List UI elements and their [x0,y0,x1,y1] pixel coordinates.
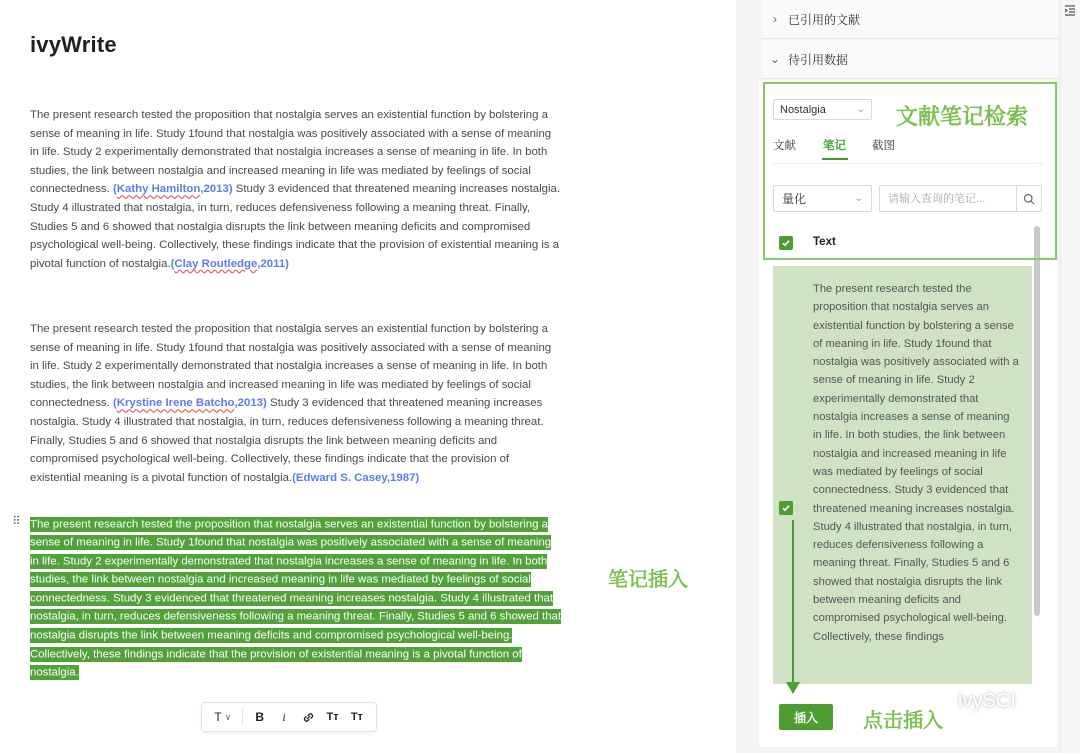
tab-notes[interactable]: 笔记 [823,140,846,152]
check-icon [781,503,791,513]
app-title: ivyWrite [30,32,117,57]
note-row[interactable] [773,266,1032,684]
chat-bubble-icon [918,688,952,714]
chevron-down-icon: ⌄ [854,193,863,204]
annotation-click-insert: 点击插入 [863,710,943,732]
tab-documents[interactable]: 文献 [773,140,796,152]
citation[interactable]: (Clay Routledge,2011) [170,257,289,270]
insert-button[interactable]: 插入 [779,704,833,730]
link-icon [302,711,315,724]
section-cited-references[interactable] [762,0,1058,39]
section-label: 待引用数据 [788,52,849,67]
section-pending-data[interactable] [762,40,1058,79]
citation[interactable]: (Krystine Irene Batcho,2013) [112,397,267,410]
section-label: 已引用的文献 [788,12,861,27]
citation[interactable]: (Edward S. Casey,1987) [292,471,420,484]
watermark [918,688,1016,714]
paragraph-text: Study 3 evidenced that threatened meaning increases nostalgia. Study 4 illustrated that nostalgia, in turn, reduces defensiveness following a meaning threat. Finally, Studies 5 and 6 showed that nostalgia disrupts the link between meaning deficits and compromised psychological well-being. Collectively, these findings indicate that the provision of existential meaning is a pivotal function of nostalgia. [30,397,544,484]
source-select-value: Nostalgia [780,103,826,116]
subscript-button[interactable]: Tт [350,711,363,723]
chevron-down-icon: ⌄ [856,104,865,115]
annotation-note-search: 文献笔记检索 [896,104,1029,129]
tab-screenshots[interactable]: 截图 [872,140,895,152]
chevron-down-icon: ⌄ [769,52,781,66]
chevron-right-icon: › [773,12,777,26]
inserted-paragraph[interactable] [30,515,562,682]
watermark-text: ivySCI [958,689,1016,712]
paragraph[interactable] [30,320,562,487]
highlighted-text: The present research tested the proposition that nostalgia serves an existential function by bolstering a sense of meaning in life. Study 1found that nostalgia was positively associated with a sense of meaning in life. Study 2 experimentally demonstrated that nostalgia increases a sense of meaning in life. In both studies, the link between nostalgia and increased meaning in life was mediated by feelings of social connectedness. Study 3 evidenced that threatened meaning increases nostalgia. Study 4 illustrated that nostalgia, in turn, reduces defensiveness following a meaning threat. Finally, Studies 5 and 6 showed that nostalgia disrupts the link between meaning deficits and compromised psychological well-being. Collectively, these findings indicate that the provision of existential meaning is a pivotal function of nostalgia. [30,518,562,679]
outline-toggle-icon[interactable] [1064,3,1076,15]
note-text: The present research tested the proposition that nostalgia serves an existential function by bolstering a sense of meaning in life. Study 1found that nostalgia was positively associated with a sense of meaning in life. Study 2 experimentally demonstrated that nostalgia increases a sense of meaning in life. In both studies, the link between nostalgia and increased meaning in life was mediated by feelings of social connectedness. Study 3 evidenced that threatened meaning increases nostalgia. Study 4 illustrated that nostalgia, in turn, reduces defensiveness following a meaning threat. Finally, Studies 5 and 6 showed that nostalgia disrupts the link between meaning deficits and compromised psychological well-being. Collectively, these findings [813,283,1019,643]
format-toolbar [201,702,377,732]
link-button[interactable] [297,705,319,729]
citation[interactable]: (Kathy Hamilton,2013) [112,183,233,196]
bold-button[interactable]: B [255,710,265,724]
insert-arrow [792,520,794,684]
paragraph-text: Study 3 evidenced that threatened meaning increases nostalgia. Study 4 illustrated that nostalgia, in turn, reduces defensiveness following a meaning threat. Finally, Studies 5 and 6 showed that nostalgia disrupts the link between meaning deficits and compromised psychological well-being. Collectively, these findings indicate that the provision of existential meaning is a pivotal function of nostalgia. [30,183,561,270]
drag-handle-icon[interactable]: ⠿ [12,514,20,528]
right-rail [1060,0,1080,753]
paragraph-text: The present research tested the proposition that nostalgia serves an existential function by bolstering a sense of meaning in life. Study 1found that nostalgia was positively associated with a sense of meaning in life. Study 2 experimentally demonstrated that nostalgia increases a sense of meaning in life. In both studies, the link between nostalgia and increased meaning in life was mediated by feelings of social connectedness. [30,109,552,196]
column-header-text: Text [813,236,836,248]
note-row-checkbox[interactable] [779,501,793,515]
paragraph-text: The present research tested the proposition that nostalgia serves an existential function by bolstering a sense of meaning in life. Study 1found that nostalgia was positively associated with a sense of meaning in life. Study 2 experimentally demonstrated that nostalgia increases a sense of meaning in life. In both studies, the link between nostalgia and increased meaning in life was mediated by feelings of social connectedness. [30,323,552,410]
note-list-scrollbar[interactable] [1034,226,1040,616]
superscript-button[interactable]: Tт [326,711,339,723]
toolbar-divider [242,709,243,725]
annotation-note-insert: 笔记插入 [608,569,688,591]
text-style-button[interactable]: T ∨ [214,710,232,724]
arrow-down-icon [786,682,800,694]
italic-button[interactable]: i [282,709,286,724]
chevron-down-icon: ∨ [224,711,232,722]
paragraph[interactable] [30,106,562,273]
note-type-select-value: 量化 [782,192,807,206]
